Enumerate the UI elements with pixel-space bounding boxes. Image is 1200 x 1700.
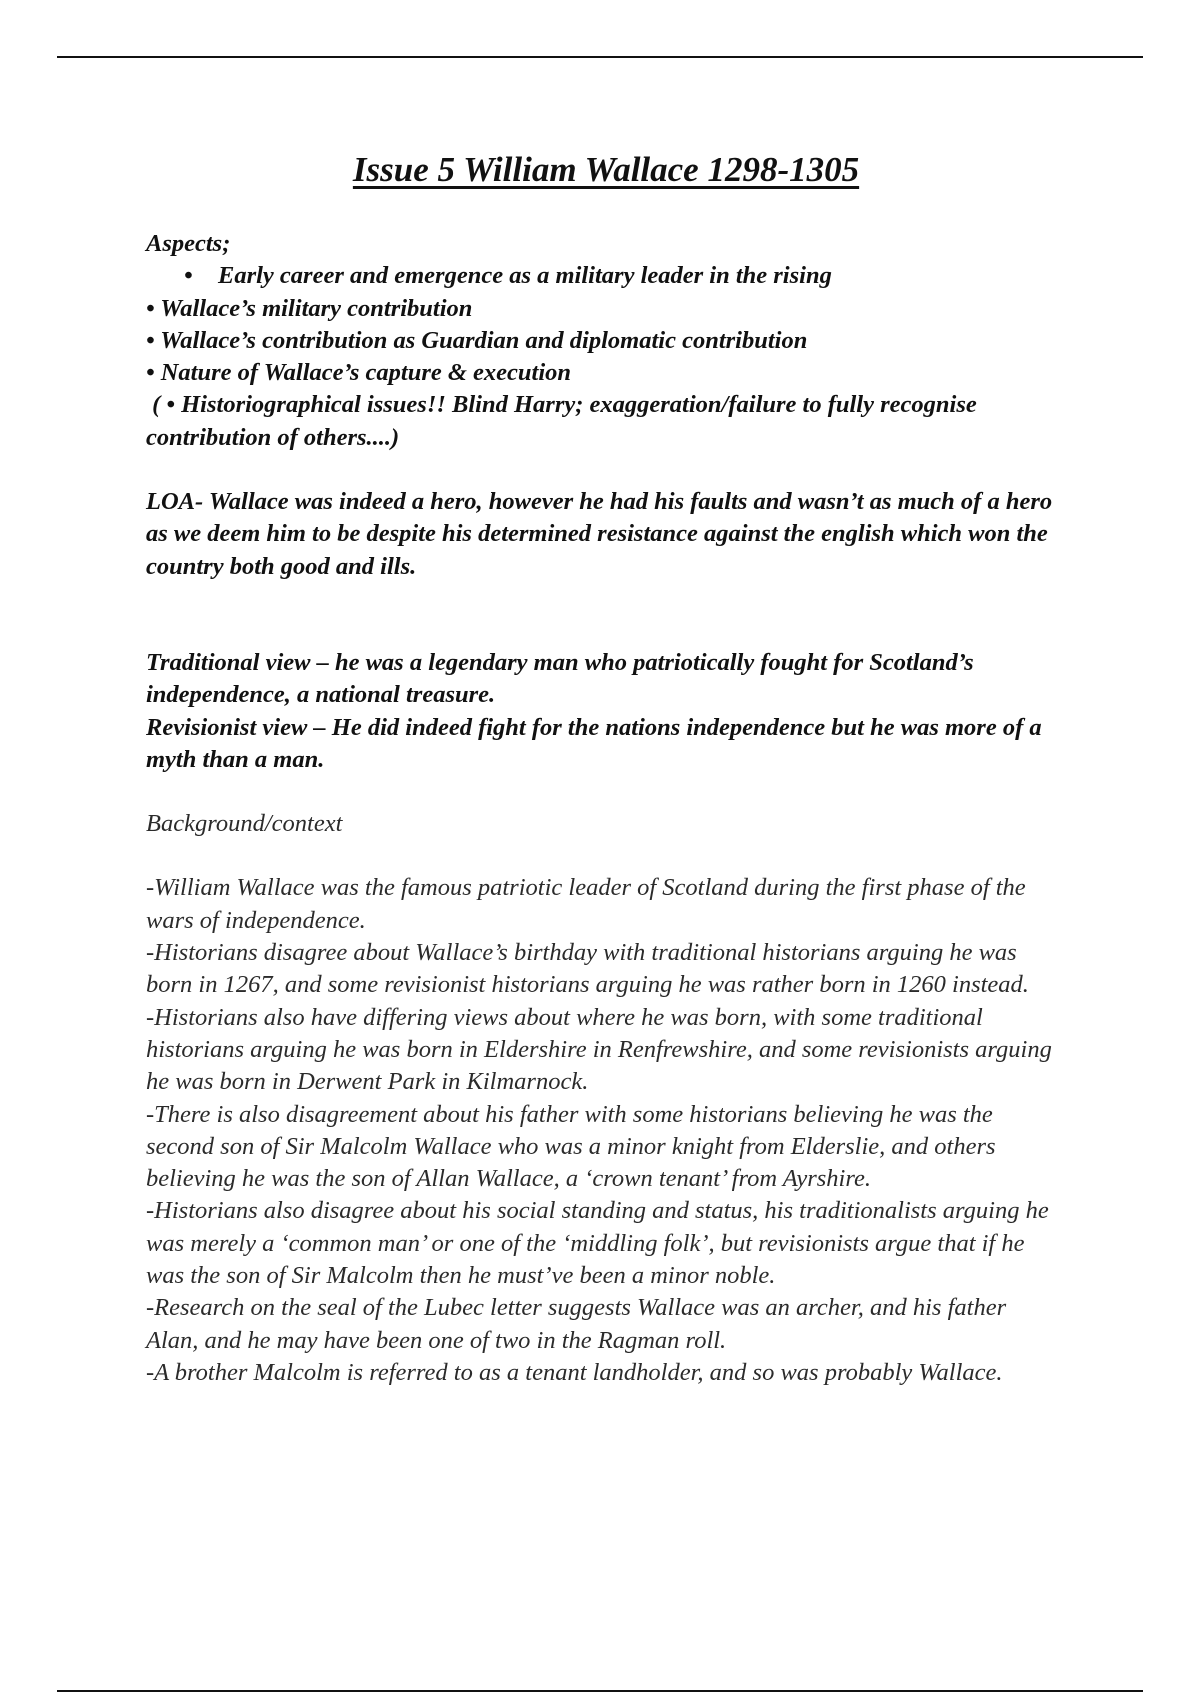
background-heading: Background/context bbox=[146, 810, 343, 838]
background-paragraph: -A brother Malcolm is referred to as a tenant landholder, and so was probably Wallace. bbox=[146, 1358, 1003, 1386]
aspects-first-list bbox=[146, 260, 1056, 292]
aspect-item: ( • Historiographical issues!! Blind Harry; exaggeration/failure to fully recognise contribution of others....) bbox=[146, 391, 983, 451]
revisionist-view: Revisionist view – He did indeed fight for the nations independence but he was more of a myth than a man. bbox=[146, 713, 1042, 773]
background-paragraph: -Historians also have differing views about where he was born, with some traditional historians arguing he was born in Eldershire in Renfrewshire, and some revisionists arguing he was born in Derwent Park in Kilmarnock. bbox=[146, 1003, 1052, 1096]
background-paragraphs bbox=[146, 872, 1056, 1389]
background-paragraph: -Research on the seal of the Lubec letter suggests Wallace was an archer, and his father Alan, and he may have been one of two in the Ragman roll. bbox=[146, 1294, 1007, 1354]
bottom-rule bbox=[57, 1690, 1143, 1692]
traditional-view: Traditional view – he was a legendary man who patriotically fought for Scotland’s independence, a national treasure. bbox=[146, 648, 974, 709]
aspects-heading: Aspects; bbox=[146, 230, 231, 257]
aspect-item: • Wallace’s military contribution bbox=[146, 294, 473, 322]
page-title: Issue 5 William Wallace 1298-1305 bbox=[352, 150, 860, 189]
background-paragraph: -Historians disagree about Wallace’s birthday with traditional historians arguing he was born in 1267, and some revisionist historians arguing he was rather born in 1260 instead. bbox=[146, 939, 1029, 999]
top-rule bbox=[57, 56, 1143, 58]
aspect-item: • Wallace’s contribution as Guardian and diplomatic contribution bbox=[146, 326, 808, 354]
aspect-item: • Nature of Wallace’s capture & execution bbox=[146, 359, 572, 387]
aspects-section bbox=[146, 228, 1056, 454]
background-paragraph: -Historians also disagree about his social standing and status, his traditionalists arguing he was merely a ‘common man’ or one of the ‘middling folk’, but revisionists argue that if he was the son of Sir Malcolm then he must’ve been a minor noble. bbox=[146, 1197, 1049, 1290]
loa-statement: LOA- Wallace was indeed a hero, however he had his faults and wasn’t as much of a hero as we deem him to be despite his determined resistance against the english which won the country both good and ills. bbox=[146, 488, 1053, 580]
background-paragraph: -There is also disagreement about his father with some historians believing he was the second son of Sir Malcolm Wallace who was a minor knight from Elderslie, and others believing he was the son of Allan Wallace, a ‘crown tenant’ from Ayrshire. bbox=[146, 1100, 996, 1193]
document-body bbox=[146, 150, 1056, 1389]
background-paragraph: -William Wallace was the famous patriotic leader of Scotland during the first phase of the wars of independence. bbox=[146, 874, 1026, 934]
aspect-item: • Early career and emergence as a military leader in the rising bbox=[184, 260, 1056, 292]
